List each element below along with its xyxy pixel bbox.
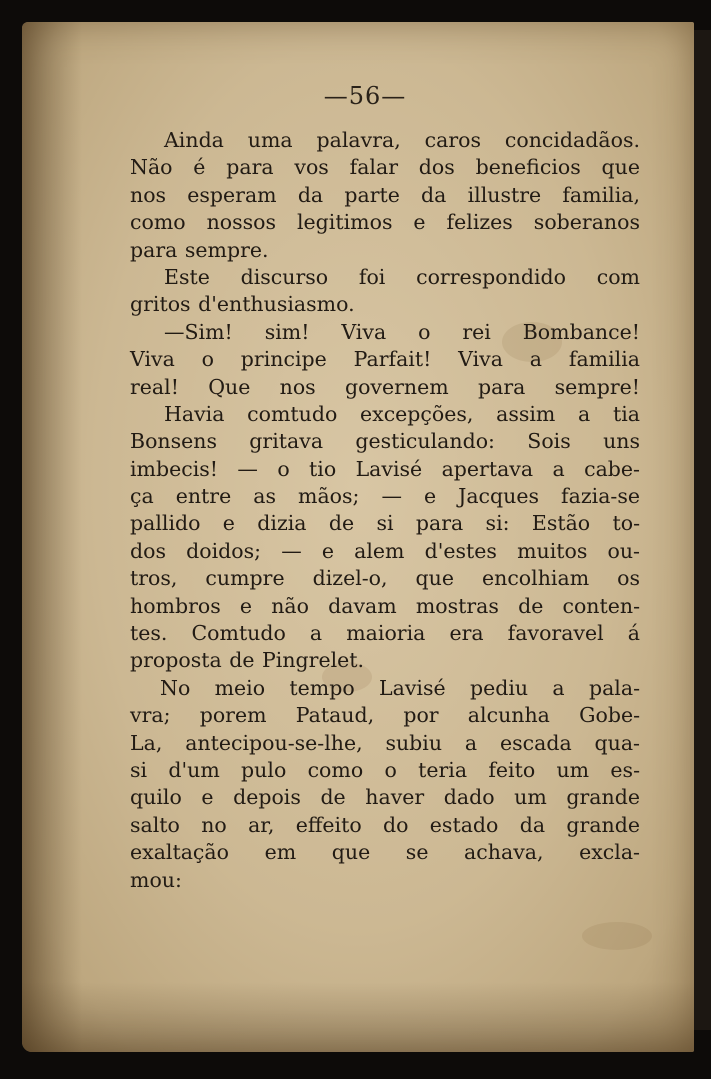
text-line: Não é para vos falar dos beneficios que xyxy=(130,155,640,180)
book-spine-shadow xyxy=(694,30,711,1030)
text-line: Este discurso foi correspondido com xyxy=(164,264,640,289)
text-line: quilo e depois de haver dado um grande xyxy=(130,785,640,810)
text-line: No meio tempo Lavisé pediu a pala- xyxy=(160,675,640,700)
text-line: Ainda uma palavra, caros concidadãos. xyxy=(164,128,640,152)
text-line: exaltação em que se achava, excla- xyxy=(130,840,640,865)
text-line: salto no ar, effeito do estado da grande xyxy=(130,812,640,837)
text-line: dos doidos; — e alem d'estes muitos ou- xyxy=(130,538,640,563)
paper-stain xyxy=(582,922,652,950)
text-line: mou: xyxy=(130,867,182,892)
text-line: La, antecipou-se-lhe, subiu a escada qua- xyxy=(130,730,640,755)
text-line: Viva o principe Parfait! Viva a familia xyxy=(130,347,640,372)
text-line: Bonsens gritava gesticulando: Sois uns xyxy=(130,429,640,454)
text-line: gritos d'enthusiasmo. xyxy=(130,292,355,317)
text-line: para sempre. xyxy=(130,237,269,262)
book-page xyxy=(22,22,694,1052)
text-line: tros, cumpre dizel-o, que encolhiam os xyxy=(130,566,640,591)
body-text xyxy=(130,127,640,894)
page-number: —56— xyxy=(323,82,407,110)
text-line: ça entre as mãos; — e Jacques fazia-se xyxy=(130,484,640,509)
text-line: hombros e não davam mostras de conten- xyxy=(130,593,640,618)
text-line: Havia comtudo excepções, assim a tia xyxy=(164,401,640,426)
text-line: si d'um pulo como o teria feito um es- xyxy=(130,757,640,782)
text-line: como nossos legitimos e felizes soberanos xyxy=(130,210,640,235)
text-line: imbecis! — o tio Lavisé apertava a cabe- xyxy=(130,456,640,481)
text-line: real! Que nos governem para sempre! xyxy=(130,374,640,399)
text-line: vra; porem Pataud, por alcunha Gobe- xyxy=(130,703,640,728)
text-line: proposta de Pingrelet. xyxy=(130,648,365,673)
text-line: pallido e dizia de si para si: Estão to- xyxy=(130,511,640,536)
text-line: —Sim! sim! Viva o rei Bombance! xyxy=(164,319,640,344)
text-line: nos esperam da parte da illustre familia, xyxy=(130,182,640,207)
text-line: tes. Comtudo a maioria era favoravel á xyxy=(130,621,640,646)
